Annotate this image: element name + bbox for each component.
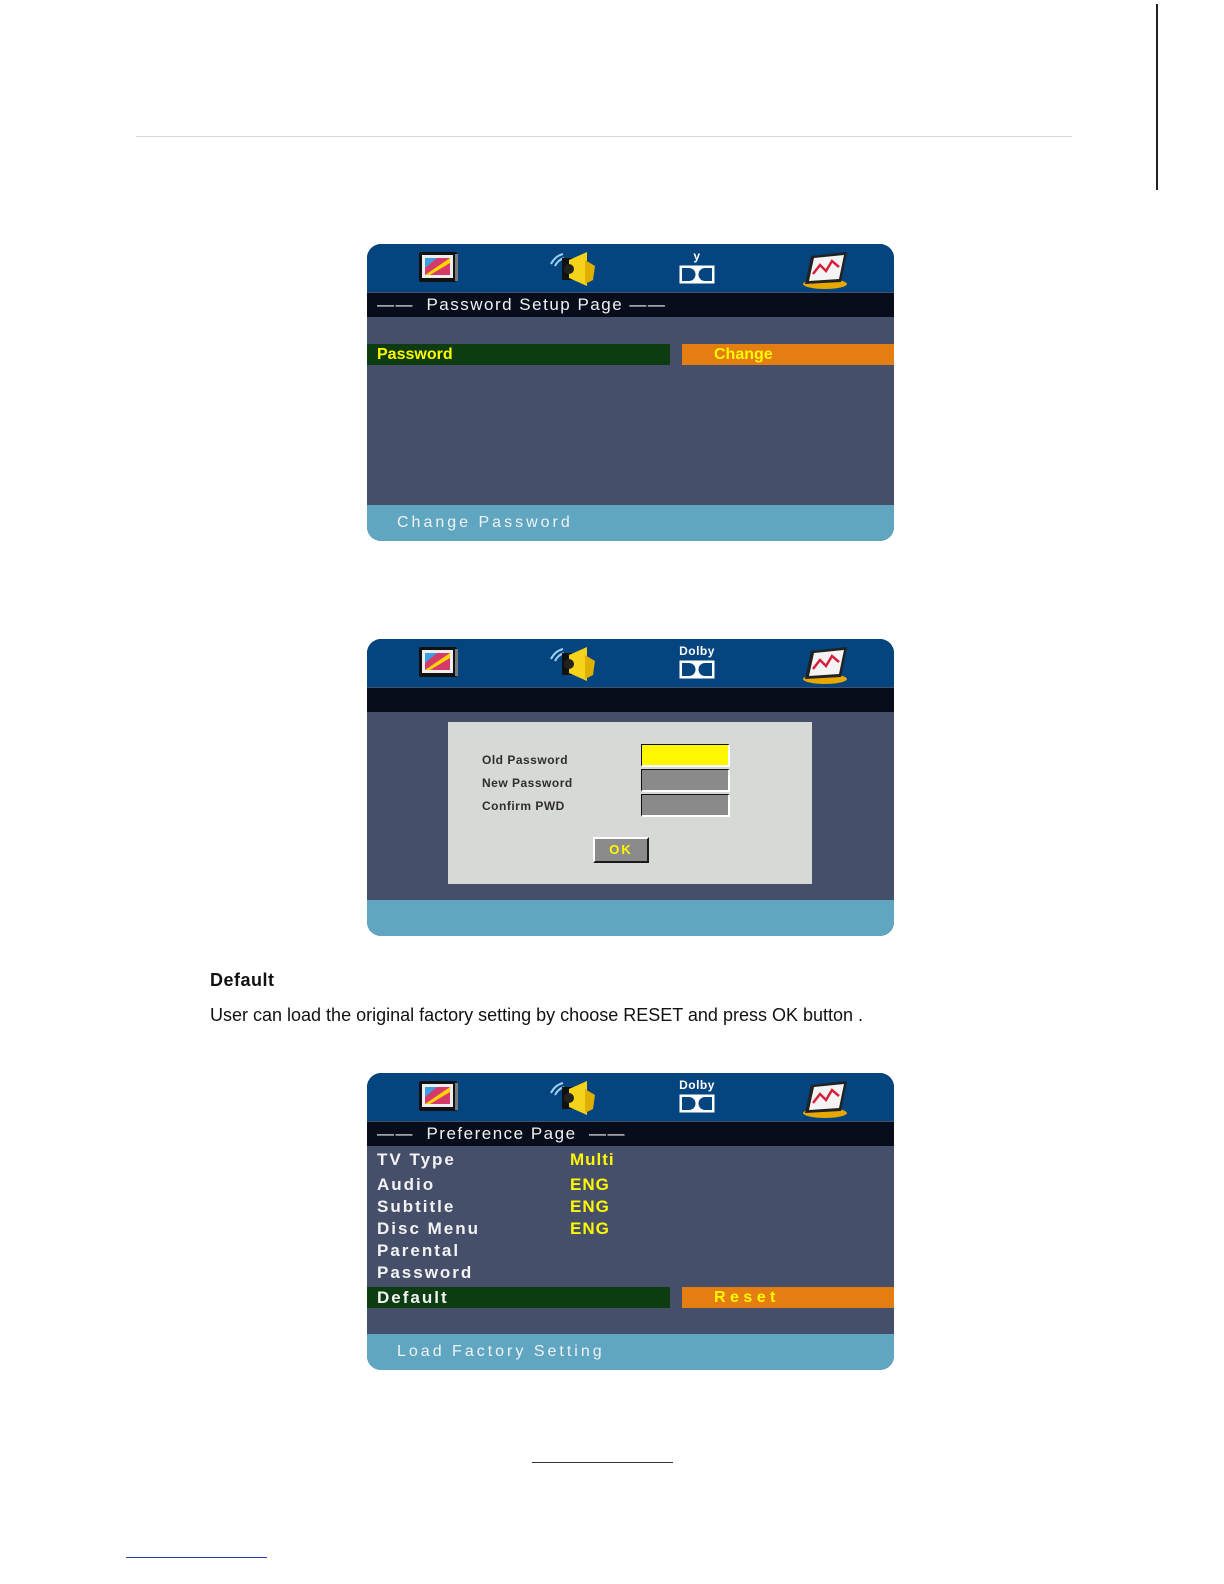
page-title: —— Password Setup Page ——	[377, 295, 667, 314]
menu-item-label: TV Type	[377, 1150, 456, 1169]
status-text: Load Factory Setting	[397, 1343, 605, 1360]
change-password-screen	[367, 639, 894, 936]
tv-picture-icon[interactable]	[415, 645, 461, 679]
double-d-icon	[679, 1094, 715, 1113]
tv-picture-icon[interactable]	[415, 1079, 461, 1113]
osd-icon-bar	[367, 639, 894, 687]
menu-item-label: Default	[377, 1288, 449, 1307]
new-password-label: New Password	[482, 776, 573, 790]
page-title: —— Preference Page ——	[377, 1124, 626, 1143]
tv-picture-icon[interactable]	[415, 250, 461, 284]
osd-icon-bar	[367, 1073, 894, 1121]
menu-item-label: Audio	[377, 1175, 436, 1194]
status-bar	[367, 900, 894, 936]
password-setup-screen	[367, 244, 894, 541]
dolby-label: Dolby	[679, 1078, 715, 1092]
old-password-field[interactable]	[641, 744, 730, 767]
speaker-icon[interactable]	[547, 1079, 599, 1117]
page-title-bar	[367, 293, 894, 317]
double-d-icon	[679, 265, 715, 284]
double-d-icon	[679, 660, 715, 679]
footer-link-underline	[126, 1557, 267, 1558]
menu-item-label: Disc Menu	[377, 1219, 481, 1238]
menu-item-tv-type[interactable]	[367, 1149, 894, 1171]
ok-button[interactable]: OK	[593, 837, 649, 863]
dolby-label: y	[693, 249, 701, 263]
menu-item-value: ENG	[570, 1197, 610, 1216]
menu-item-subtitle[interactable]	[367, 1196, 894, 1218]
page-title-bar	[367, 688, 894, 712]
dolby-digital-icon[interactable]	[676, 250, 718, 290]
option-label: Change	[714, 346, 773, 363]
speaker-icon[interactable]	[547, 645, 599, 683]
dolby-digital-icon[interactable]	[676, 645, 718, 685]
section-heading: Default	[210, 970, 275, 990]
menu-item-audio[interactable]	[367, 1174, 894, 1196]
menu-item-password[interactable]	[367, 344, 670, 365]
change-option-button[interactable]	[682, 344, 894, 365]
menu-item-default[interactable]	[367, 1287, 670, 1308]
menu-item-label: Parental	[377, 1241, 461, 1260]
dolby-digital-icon[interactable]	[676, 1079, 718, 1119]
preference-chart-icon[interactable]	[801, 250, 853, 290]
status-bar	[367, 1334, 894, 1370]
preference-chart-icon[interactable]	[801, 645, 853, 685]
old-password-label: Old Password	[482, 753, 569, 767]
menu-item-parental[interactable]	[367, 1240, 894, 1262]
menu-item-label: Subtitle	[377, 1197, 456, 1216]
osd-icon-bar	[367, 244, 894, 292]
speaker-icon[interactable]	[547, 250, 599, 288]
status-bar	[367, 505, 894, 541]
menu-item-value: ENG	[570, 1175, 610, 1194]
page-edge-bar	[1156, 4, 1158, 190]
menu-item-value: Multi	[570, 1150, 615, 1169]
section-body: User can load the original factory setting by choose RESET and press OK button .	[210, 1005, 864, 1025]
page-title-bar	[367, 1122, 894, 1146]
password-dialog	[448, 722, 812, 884]
option-label: R e s e t	[714, 1289, 776, 1306]
dolby-label: Dolby	[679, 644, 715, 658]
menu-item-value: ENG	[570, 1219, 610, 1238]
menu-item-disc-menu[interactable]	[367, 1218, 894, 1240]
reset-option-button[interactable]	[682, 1287, 894, 1308]
header-rule	[136, 136, 1072, 137]
preference-screen	[367, 1073, 894, 1370]
menu-item-label: Password	[377, 1263, 474, 1282]
confirm-password-field[interactable]	[641, 794, 730, 817]
menu-item-password[interactable]	[367, 1262, 894, 1284]
page-number-rule	[532, 1462, 673, 1463]
status-text: Change Password	[397, 514, 573, 531]
confirm-password-label: Confirm PWD	[482, 799, 565, 813]
preference-chart-icon[interactable]	[801, 1079, 853, 1119]
menu-item-label: Password	[377, 346, 453, 363]
new-password-field[interactable]	[641, 769, 730, 792]
